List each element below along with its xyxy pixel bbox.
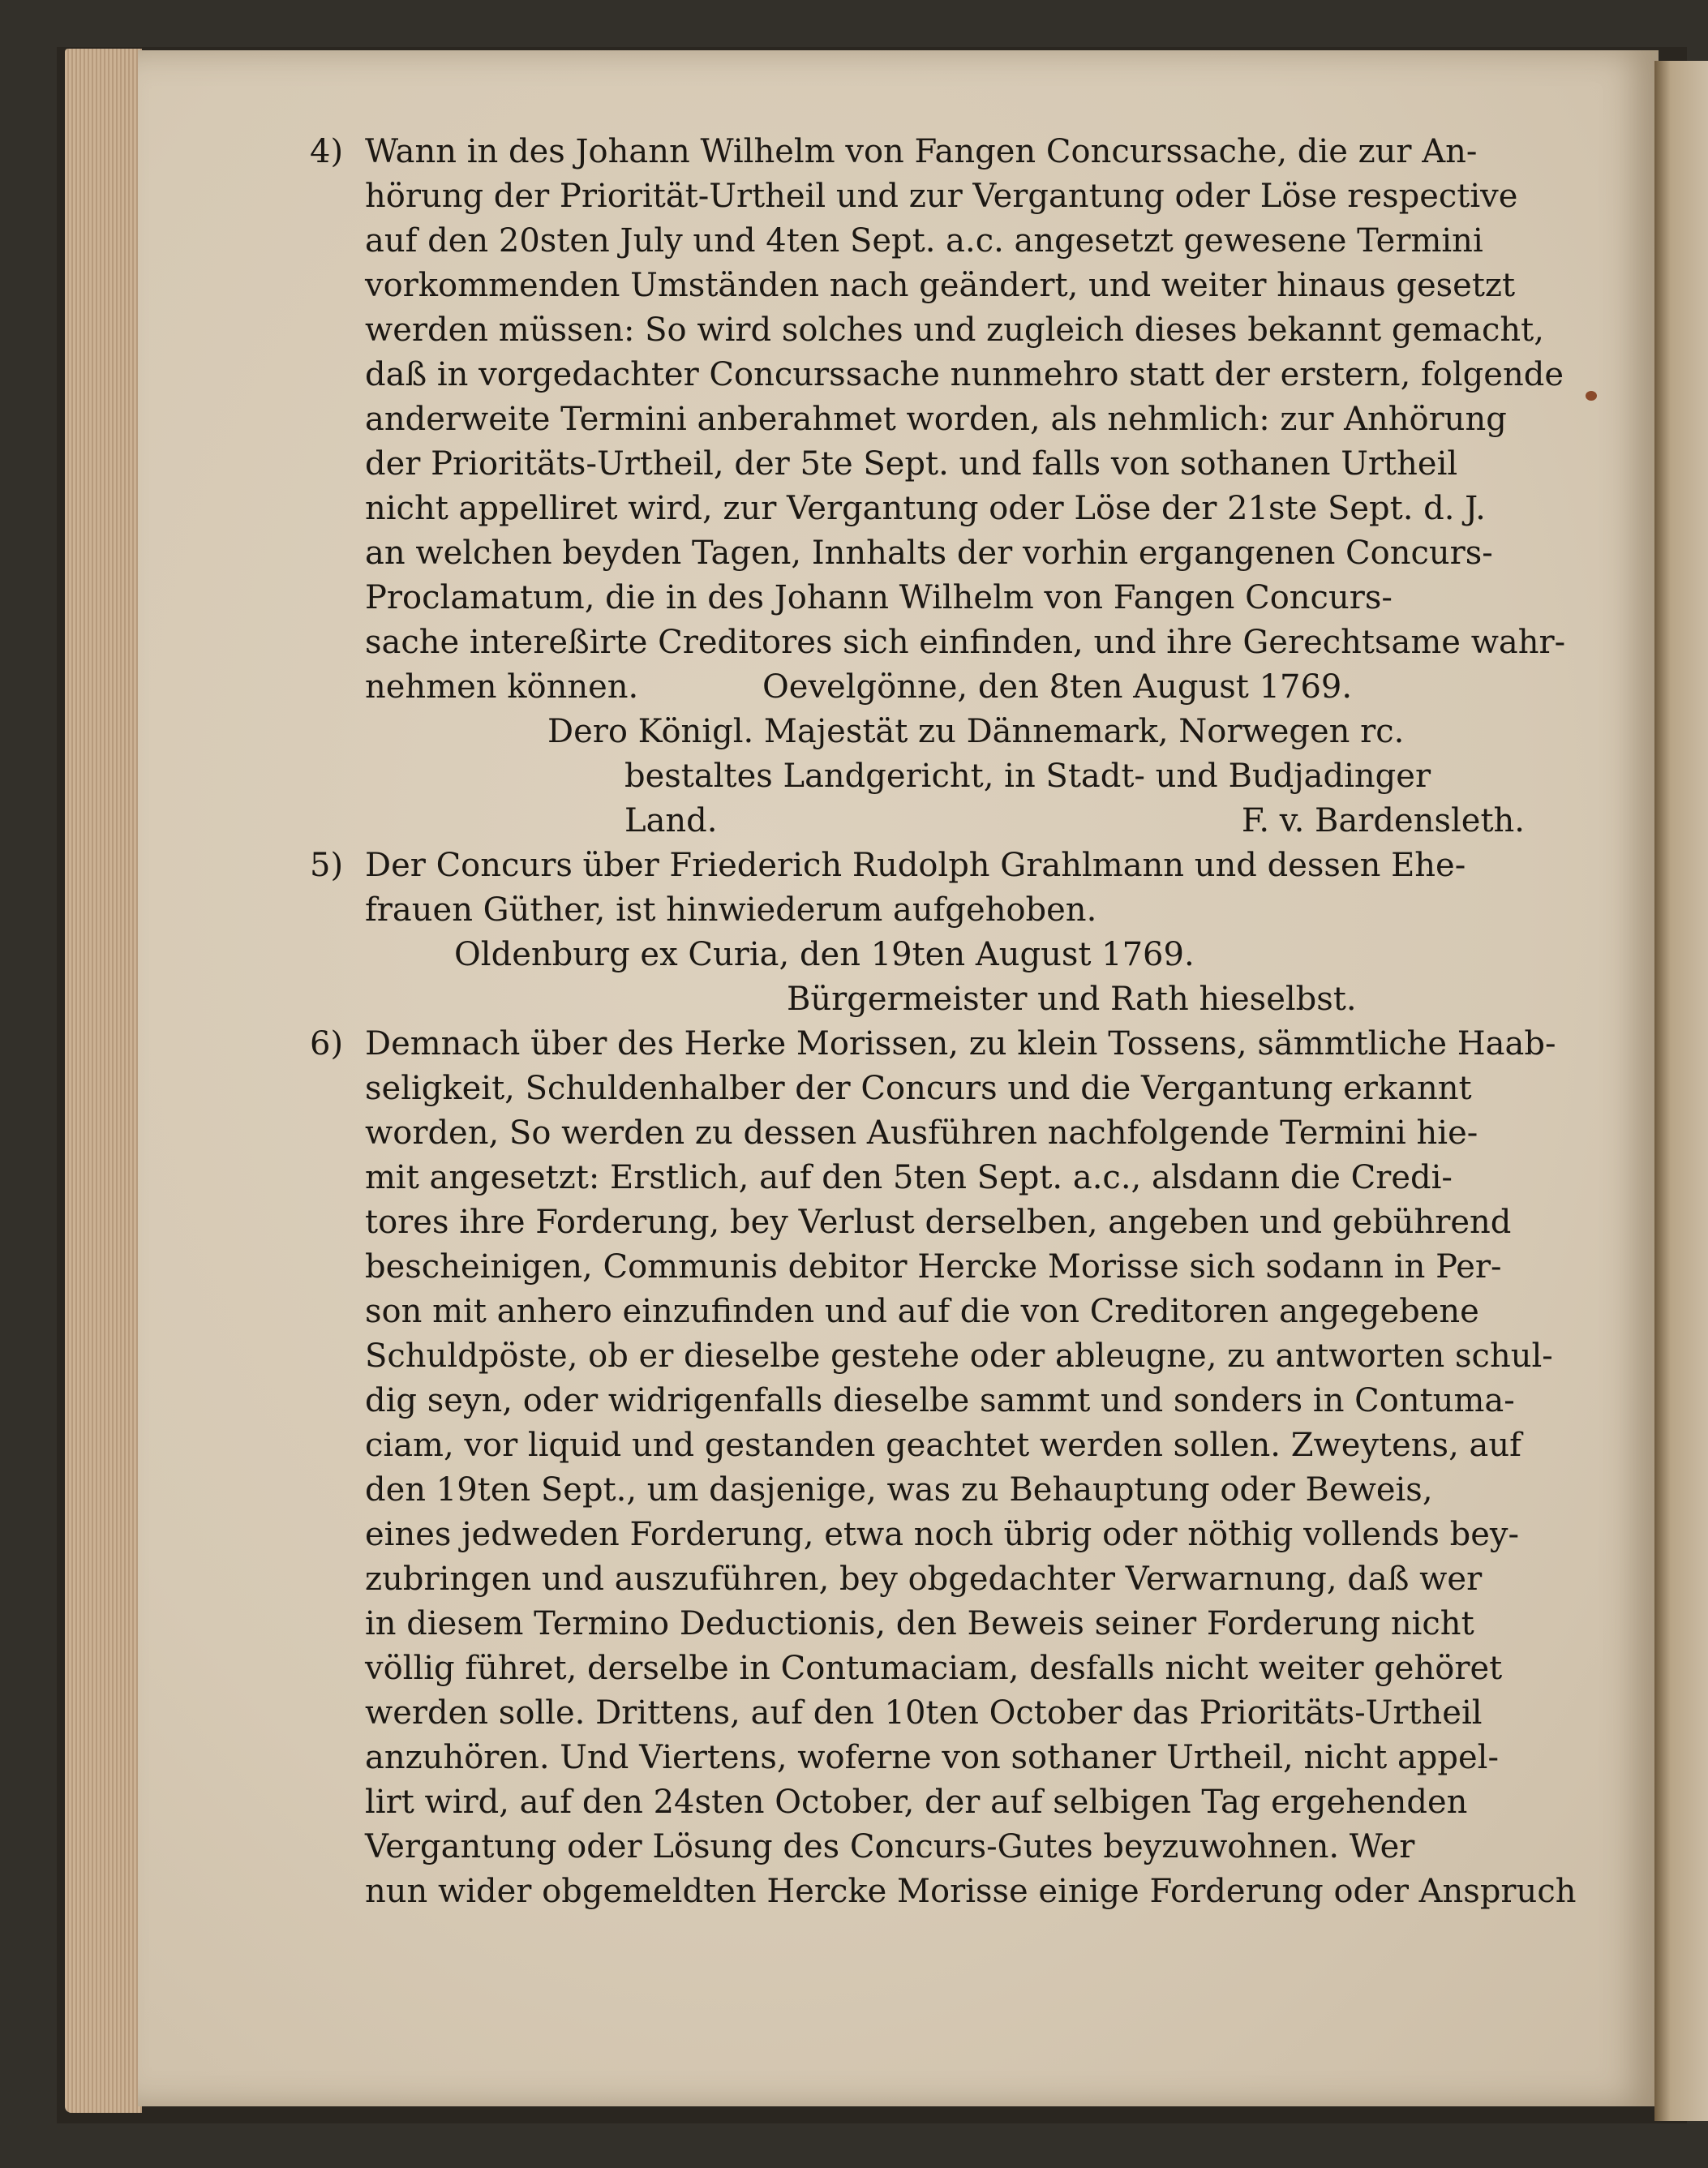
entry-number: 4)	[310, 133, 344, 170]
text-line: nun wider obgemeldten Hercke Morisse einige Forderung oder Anspruch	[365, 1873, 1577, 1910]
text-line: Proclamatum, die in des Johann Wilhelm von Fangen Concurs-	[365, 579, 1393, 616]
text-line: seligkeit, Schuldenhalber der Concurs und die Vergantung erkannt	[365, 1070, 1472, 1107]
text-line: worden, So werden zu dessen Ausführen nachfolgende Termini hie-	[365, 1114, 1478, 1152]
text-line: zubringen und auszuführen, bey obgedachter Verwarnung, daß wer	[365, 1561, 1483, 1598]
document-text	[310, 130, 1577, 1914]
text-line: daß in vorgedachter Concurssache nunmehro statt der erstern, folgende	[365, 356, 1564, 393]
text-line: Der Concurs über Friederich Rudolph Grahlmann und dessen Ehe-	[365, 847, 1466, 884]
final-text: nehmen können.	[365, 668, 639, 706]
text-line: völlig führet, derselbe in Contumaciam, desfalls nicht weiter gehöret	[365, 1650, 1503, 1687]
text-line: in diesem Termino Deductionis, den Beweis seiner Forderung nicht	[365, 1605, 1474, 1642]
text-line: anzuhören. Und Viertens, woferne von sothaner Urtheil, nicht appel-	[365, 1739, 1499, 1776]
entry-paragraph	[365, 1022, 1577, 1914]
entry-6	[310, 1022, 1577, 1914]
text-line: Demnach über des Herke Morissen, zu klein Tossens, sämmtliche Haab-	[365, 1025, 1556, 1063]
text-line: werden solle. Drittens, auf den 10ten October das Prioritäts-Urtheil	[365, 1694, 1483, 1732]
facing-page-edge	[1654, 61, 1708, 2121]
place-date: Oevelgönne, den 8ten August 1769.	[762, 668, 1353, 706]
text-line: frauen Güther, ist hinwiederum aufgehoben.	[365, 891, 1097, 929]
entry-5	[310, 844, 1549, 1022]
text-line: werden müssen: So wird solches und zugleich dieses bekannt gemacht,	[365, 311, 1544, 349]
text-line: den 19ten Sept., um dasjenige, was zu Behauptung oder Beweis,	[365, 1471, 1433, 1509]
text-line: tores ihre Forderung, bey Verlust derselben, angeben und gebührend	[365, 1204, 1512, 1241]
text-line: anderweite Termini anberahmet worden, als nehmlich: zur Anhörung	[365, 401, 1507, 438]
entry-4	[310, 130, 1566, 844]
text-line: eines jedweden Forderung, etwa noch übrig oder nöthig vollends bey-	[365, 1516, 1520, 1553]
entry-paragraph	[365, 130, 1566, 710]
place-date: Oldenburg ex Curia, den 19ten August 1769.	[454, 936, 1195, 973]
signature-line: bestaltes Landgericht, in Stadt- und Budjadinger	[624, 758, 1431, 795]
text-line: an welchen beyden Tagen, Innhalts der vorhin ergangenen Concurs-	[365, 534, 1493, 572]
text-line: vorkommenden Umständen nach geändert, und weiter hinaus gesetzt	[365, 267, 1516, 304]
text-line: mit angesetzt: Erstlich, auf den 5ten Sept. a.c., alsdann die Credi-	[365, 1159, 1453, 1196]
text-line: der Prioritäts-Urtheil, der 5te Sept. und falls von sothanen Urtheil	[365, 445, 1458, 483]
signature-land: Land.	[624, 802, 718, 839]
signature-line: Dero Königl. Majestät zu Dännemark, Norwegen rc.	[547, 713, 1405, 750]
text-line: son mit anhero einzufinden und auf die von Creditoren angegebene	[365, 1293, 1479, 1330]
text-line: Wann in des Johann Wilhelm von Fangen Concurssache, die zur An-	[365, 133, 1478, 170]
entry-paragraph	[365, 844, 1549, 933]
text-line: auf den 20sten July und 4ten Sept. a.c. angesetzt gewesene Termini	[365, 222, 1483, 260]
text-line-final	[365, 665, 1549, 710]
page-edges	[65, 49, 142, 2113]
signature: Bürgermeister und Rath hieselbst.	[787, 981, 1357, 1018]
text-line: lirt wird, auf den 24sten October, der auf selbigen Tag ergehenden	[365, 1784, 1468, 1821]
text-line: hörung der Priorität-Urtheil und zur Vergantung oder Löse respective	[365, 178, 1518, 215]
text-line: bescheinigen, Communis debitor Hercke Morisse sich sodann in Per-	[365, 1248, 1502, 1286]
text-line: Vergantung oder Lösung des Concurs-Gutes beyzuwohnen. Wer	[365, 1828, 1415, 1865]
signature-name: F. v. Bardensleth.	[1241, 802, 1525, 839]
entry-number: 6)	[310, 1025, 344, 1063]
text-line: ciam, vor liquid und gestanden geachtet werden sollen. Zweytens, auf	[365, 1427, 1521, 1464]
text-line: sache intereßirte Creditores sich einfinden, und ihre Gerechtsame wahr-	[365, 624, 1566, 661]
ink-stain	[1586, 391, 1597, 401]
entry-number: 5)	[310, 847, 344, 884]
signature-row	[365, 799, 1549, 844]
text-line: Schuldpöste, ob er dieselbe gestehe oder ableugne, zu antworten schul-	[365, 1337, 1553, 1375]
text-line: dig seyn, oder widrigenfalls dieselbe sammt und sonders in Contuma-	[365, 1382, 1515, 1419]
text-line: nicht appelliret wird, zur Vergantung oder Löse der 21ste Sept. d. J.	[365, 490, 1486, 527]
